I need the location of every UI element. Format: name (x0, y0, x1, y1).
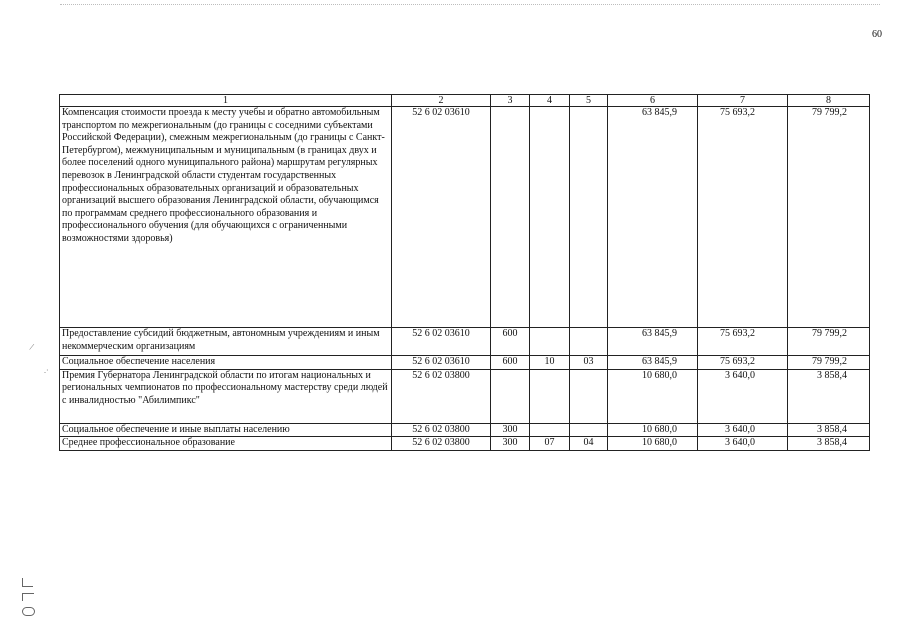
side-mark-glyph (22, 593, 34, 601)
target-code: 52 6 02 03800 (392, 423, 491, 437)
amount-col7: 3 640,0 (698, 437, 788, 451)
target-code: 52 6 02 03800 (392, 437, 491, 451)
subsection-code (570, 423, 608, 437)
section-code (530, 107, 570, 328)
amount-col8: 3 858,4 (788, 369, 870, 423)
margin-pencil-stroke: / (28, 341, 35, 354)
subsection-code (570, 369, 608, 423)
table-row (60, 356, 870, 370)
expense-type (491, 369, 530, 423)
amount-col8: 79 799,2 (788, 107, 870, 328)
margin-pencil-dots: .· (44, 366, 49, 375)
subsection-code (570, 328, 608, 356)
row-name: Премия Губернатора Ленинградской области по итогам национальных и региональных чемпионатов по профессиональному мастерству среди людей с инвалидностью "Абилимпикс" (60, 369, 392, 423)
column-number: 5 (570, 95, 608, 107)
row-name: Компенсация стоимости проезда к месту учебы и обратно автомобильным транспортом по межрегиональным (до границы с соседними субъектами Российской Федерации), смежным межрегиональным (до границы с Санкт-Петербургом), межмуниципальным и муниципальным (в границах двух и более поселений одного муниципального района) маршрутам регулярных перевозок в Ленинградской области студентам государственных профессиональных образовательных организаций и образовательных организаций высшего образования Ленинградской области, обучающимся по программам среднего профессионального образования и профессионального обучения (для обучающихся с ограниченными возможностями здоровья) (60, 107, 392, 328)
table-row (60, 437, 870, 451)
expense-type: 600 (491, 328, 530, 356)
table-row (60, 423, 870, 437)
side-mark-glyph (22, 578, 33, 587)
amount-col6: 63 845,9 (608, 107, 698, 328)
amount-col7: 3 640,0 (698, 423, 788, 437)
row-name: Социальное обеспечение населения (60, 356, 392, 370)
target-code: 52 6 02 03610 (392, 356, 491, 370)
subsection-code (570, 107, 608, 328)
budget-table (59, 94, 870, 451)
amount-col8: 79 799,2 (788, 328, 870, 356)
column-number: 6 (608, 95, 698, 107)
amount-col6: 63 845,9 (608, 356, 698, 370)
target-code: 52 6 02 03800 (392, 369, 491, 423)
amount-col7: 3 640,0 (698, 369, 788, 423)
column-number: 7 (698, 95, 788, 107)
page-number: 60 (872, 29, 882, 40)
amount-col6: 10 680,0 (608, 369, 698, 423)
amount-col6: 63 845,9 (608, 328, 698, 356)
expense-type (491, 107, 530, 328)
target-code: 52 6 02 03610 (392, 107, 491, 328)
side-mark-glyph (22, 607, 35, 616)
table-row (60, 328, 870, 356)
amount-col6: 10 680,0 (608, 437, 698, 451)
column-number: 1 (60, 95, 392, 107)
expense-type: 600 (491, 356, 530, 370)
expense-type: 300 (491, 437, 530, 451)
expense-type: 300 (491, 423, 530, 437)
amount-col7: 75 693,2 (698, 356, 788, 370)
row-name: Предоставление субсидий бюджетным, автономным учреждениям и иным некоммерческим организациям (60, 328, 392, 356)
column-number: 8 (788, 95, 870, 107)
section-code (530, 369, 570, 423)
section-code (530, 328, 570, 356)
subsection-code: 03 (570, 356, 608, 370)
amount-col8: 3 858,4 (788, 423, 870, 437)
amount-col8: 79 799,2 (788, 356, 870, 370)
row-name: Социальное обеспечение и иные выплаты населению (60, 423, 392, 437)
column-number: 2 (392, 95, 491, 107)
section-code (530, 423, 570, 437)
column-number: 3 (491, 95, 530, 107)
scan-top-rule (60, 4, 880, 5)
section-code: 07 (530, 437, 570, 451)
target-code: 52 6 02 03610 (392, 328, 491, 356)
row-name: Среднее профессиональное образование (60, 437, 392, 451)
amount-col8: 3 858,4 (788, 437, 870, 451)
subsection-code: 04 (570, 437, 608, 451)
column-number: 4 (530, 95, 570, 107)
amount-col6: 10 680,0 (608, 423, 698, 437)
amount-col7: 75 693,2 (698, 107, 788, 328)
table-row (60, 369, 870, 423)
side-stamp-marks (22, 578, 36, 616)
amount-col7: 75 693,2 (698, 328, 788, 356)
section-code: 10 (530, 356, 570, 370)
table-row (60, 107, 870, 328)
table-header-row (60, 95, 870, 107)
